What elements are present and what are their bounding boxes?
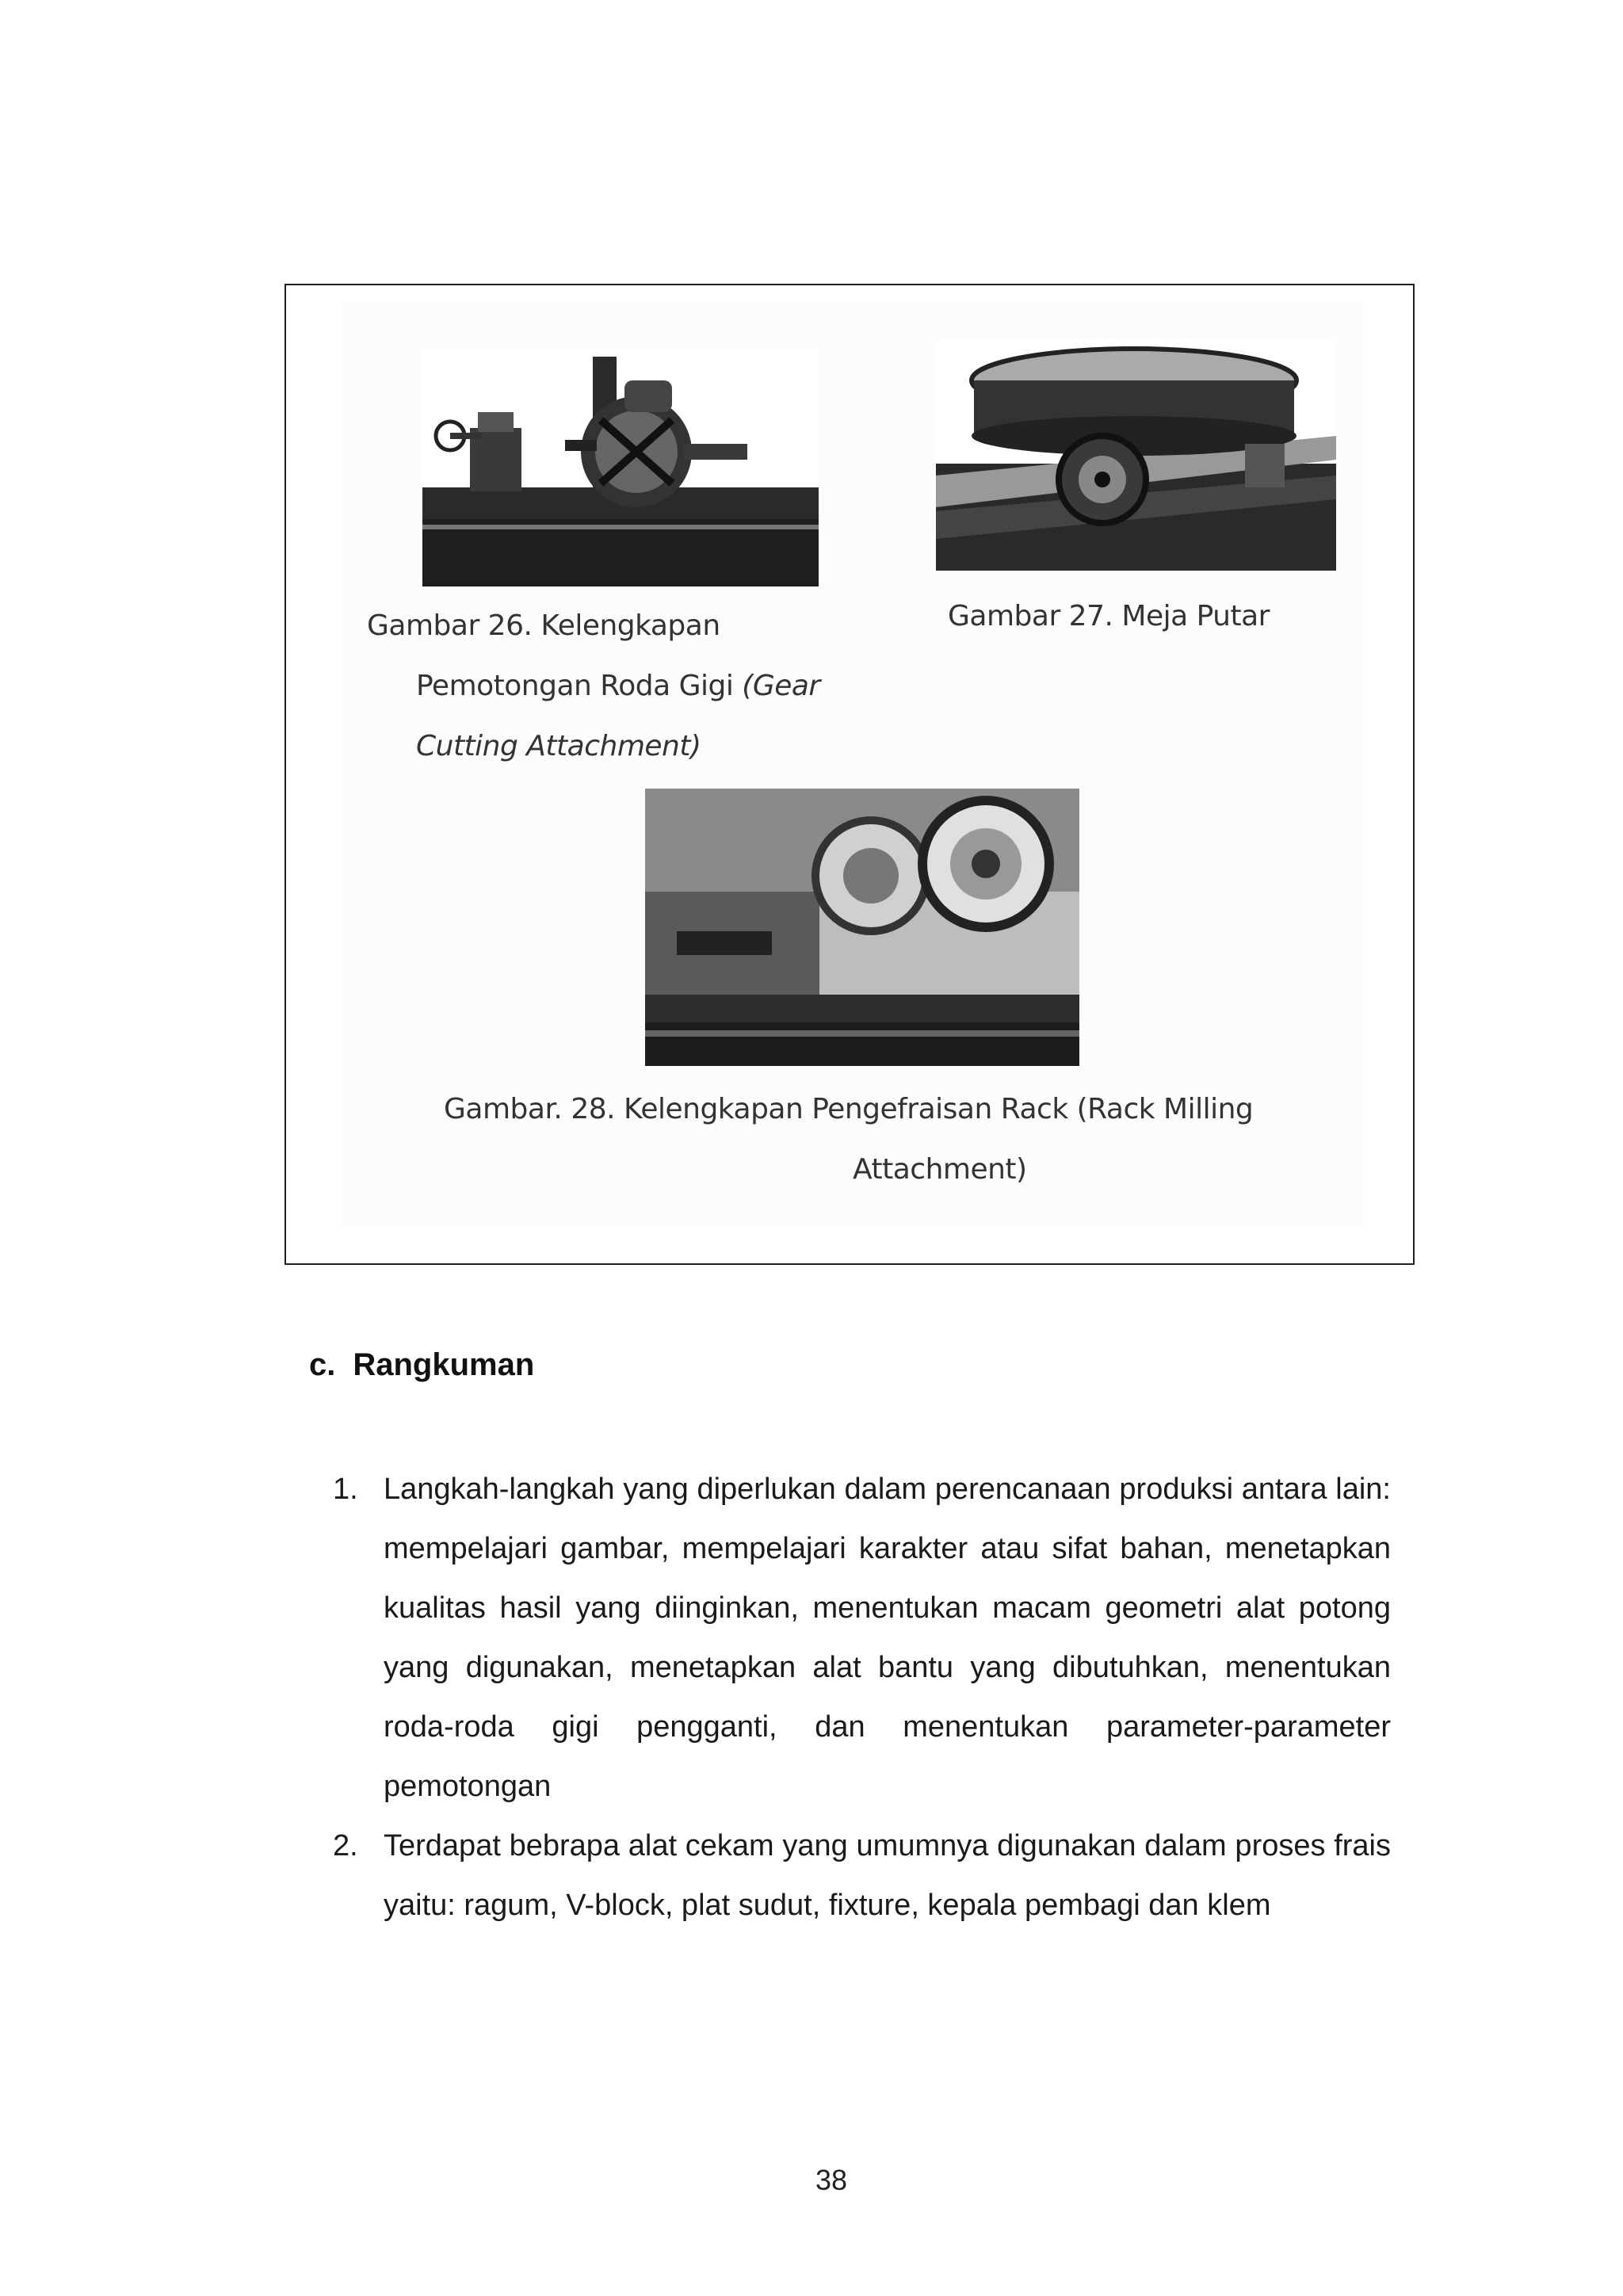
- figure-28-caption-line1: Gambar. 28. Kelengkapan Pengefraisan Rack (Rack Milling: [444, 1093, 1254, 1125]
- section-title: Rangkuman: [353, 1347, 535, 1382]
- section-letter: c.: [309, 1347, 336, 1382]
- figure-26-caption-english-b: Cutting Attachment): [416, 730, 701, 762]
- rack-milling-attachment-photo: [645, 789, 1079, 1066]
- gear-cutting-attachment-photo: [422, 349, 819, 586]
- figure-28-caption-line2: Attachment): [853, 1153, 1027, 1186]
- figure-26-caption-line1: Gambar 26. Kelengkapan: [367, 609, 720, 642]
- summary-item-text: Langkah-langkah yang diperlukan dalam perencanaan produksi antara lain: mempelajari gambar, mempelajari karakter atau sifat bahan, menetapkan kualitas hasil yang diinginkan, menentukan macam geometri alat potong yang digunakan, menetapkan alat bantu yang dibutuhkan, menentukan roda-roda gigi pengganti, dan menentukan parameter-parameter pemotongan: [384, 1473, 1391, 1803]
- figure-26-caption-english-a: (Gear: [742, 670, 820, 702]
- summary-item: [333, 1817, 1391, 1935]
- figure-27-caption: Gambar 27. Meja Putar: [948, 600, 1270, 632]
- page-number: 38: [815, 2164, 848, 2196]
- summary-item-number: 1.: [333, 1473, 358, 1506]
- summary-item: [333, 1460, 1391, 1817]
- figure-26-caption-line2: [416, 656, 820, 716]
- summary-list: [333, 1460, 1391, 1935]
- summary-item-text: Terdapat bebrapa alat cekam yang umumnya digunakan dalam proses frais yaitu: ragum, V-block, plat sudut, fixture, kepala pembagi dan klem: [384, 1829, 1391, 1922]
- figure-26-caption-title: Pemotongan Roda Gigi: [416, 670, 734, 702]
- figure-26-caption-line3: [416, 716, 701, 777]
- section-heading: [309, 1347, 534, 1383]
- summary-item-number: 2.: [333, 1829, 358, 1862]
- rotary-table-photo: [936, 341, 1336, 571]
